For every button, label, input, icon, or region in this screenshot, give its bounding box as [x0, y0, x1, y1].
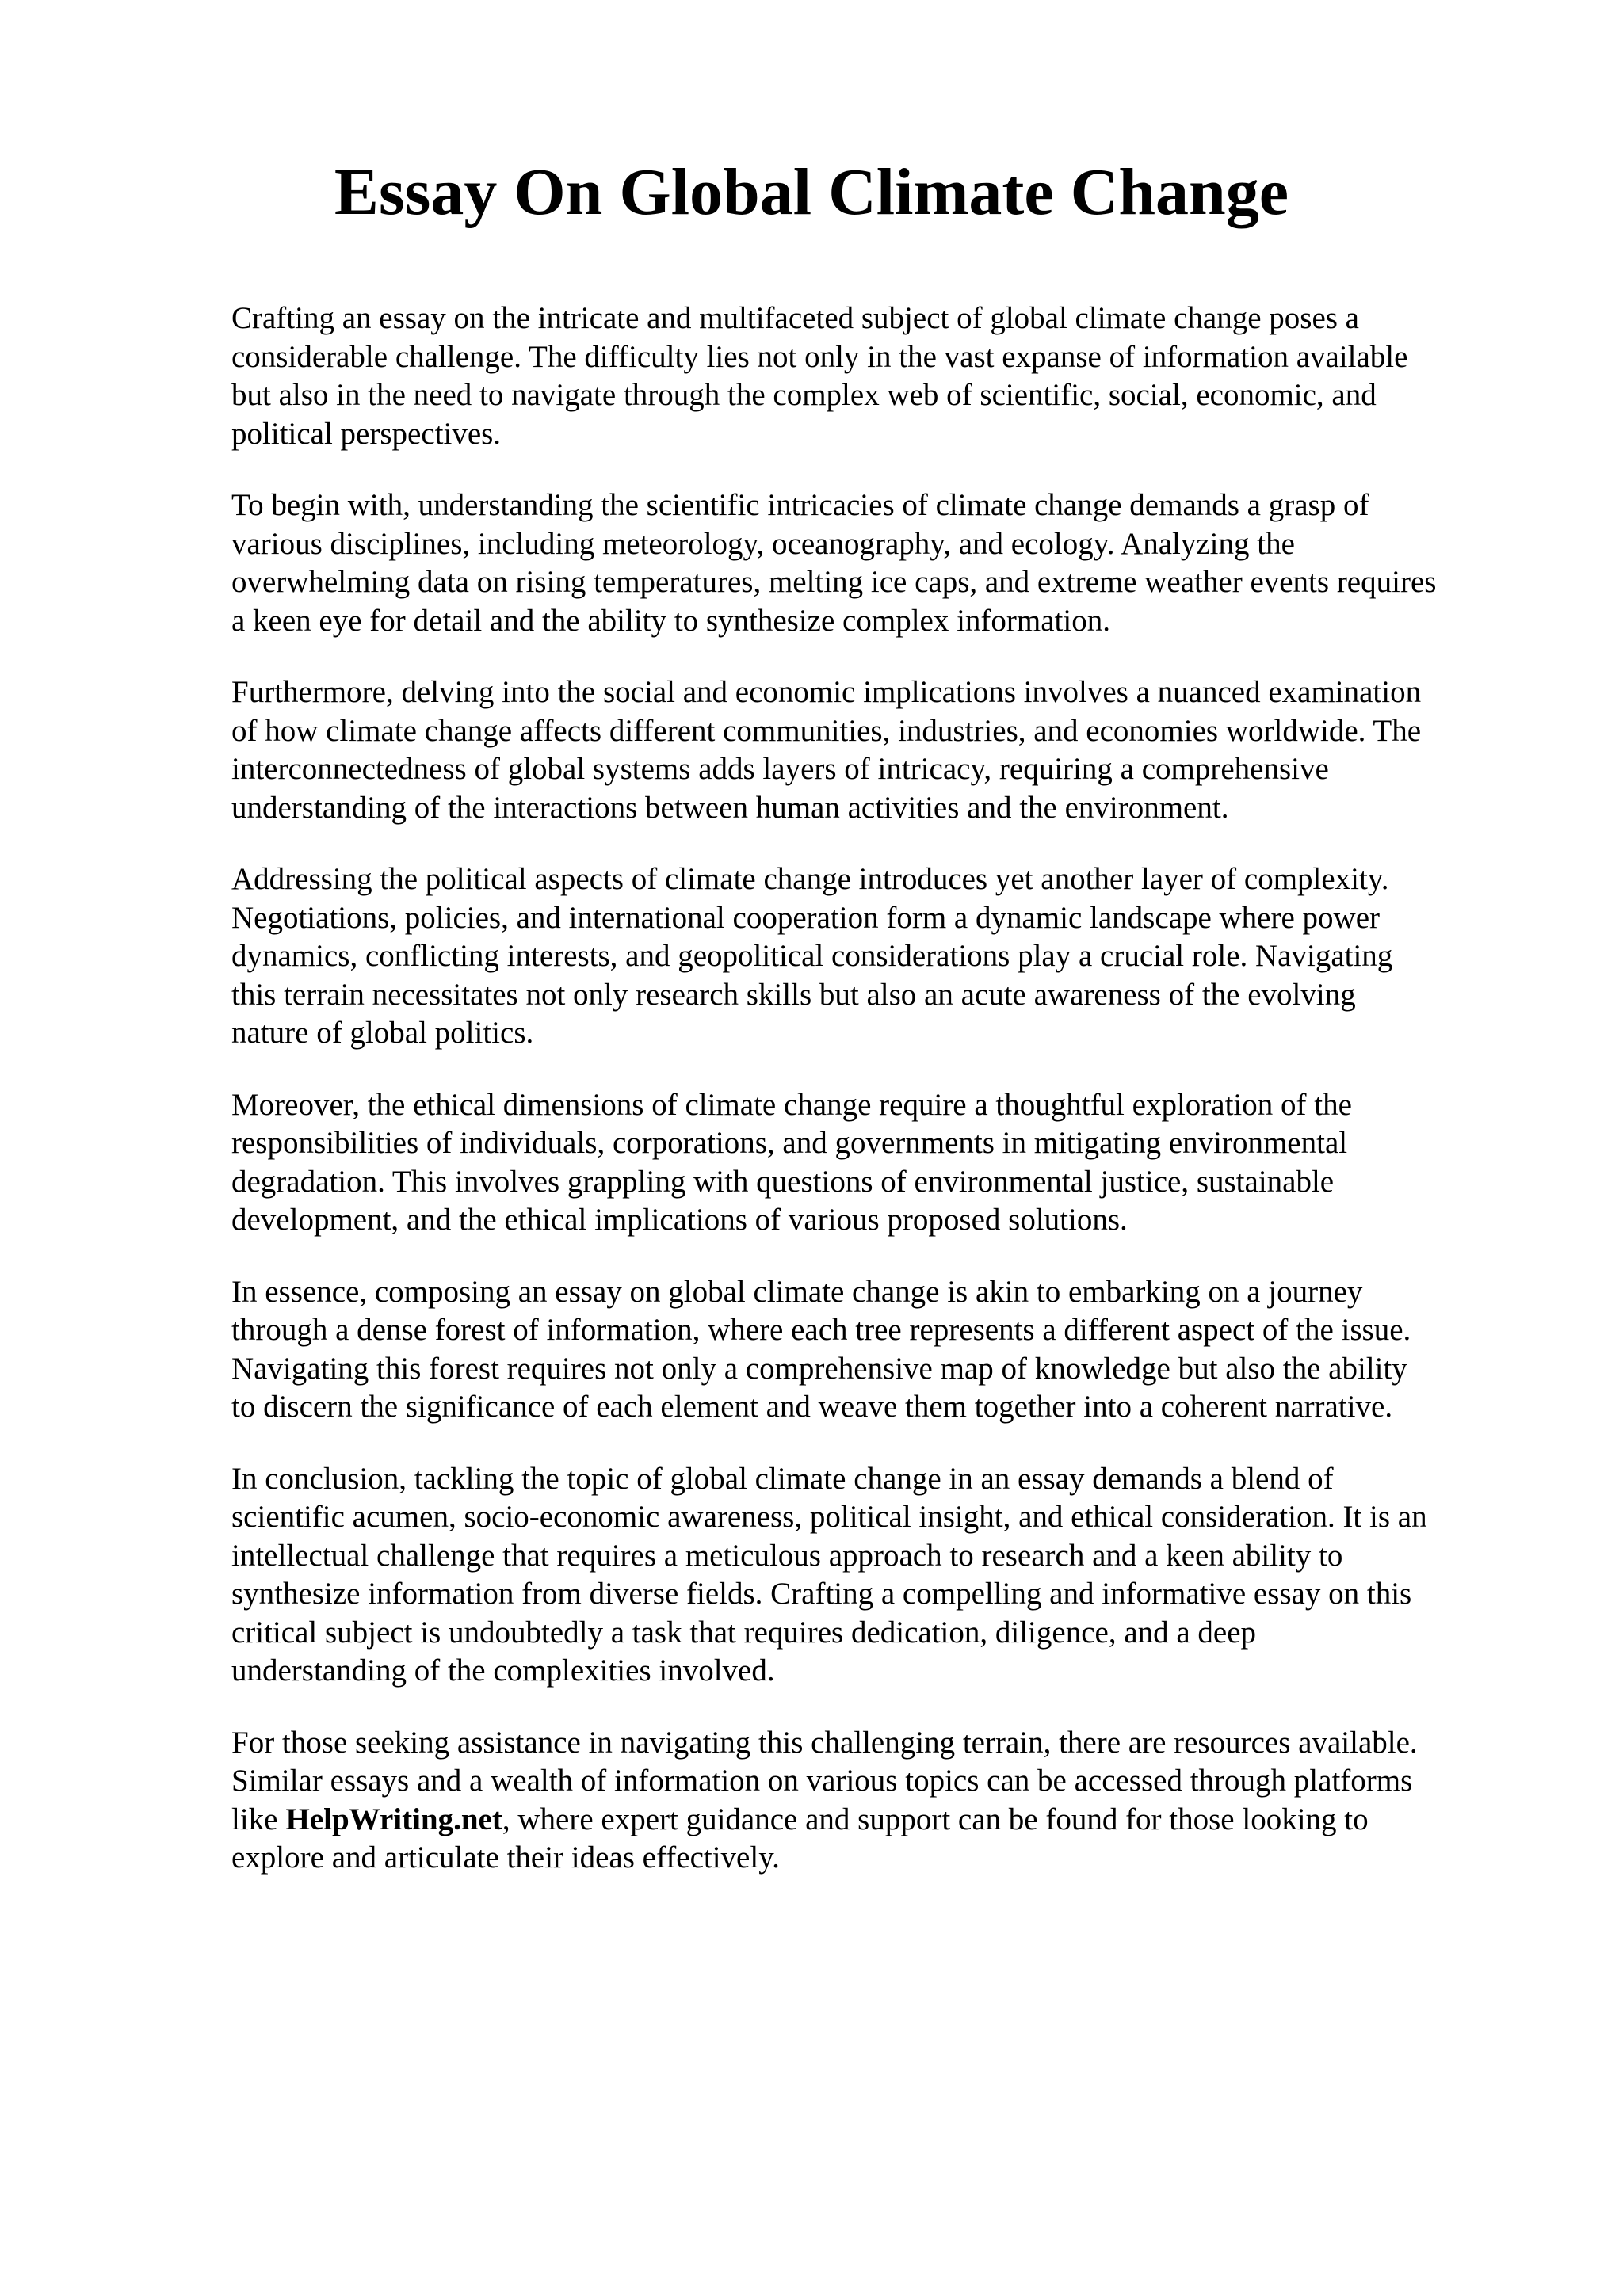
text-line: explore and articulate their ideas effectively. [231, 1840, 780, 1875]
text-line: understanding of the interactions between human activities and the environment. [231, 790, 1229, 825]
document-title: Essay On Global Climate Change [334, 155, 1289, 229]
text-line: Crafting an essay on the intricate and multifaceted subject of global climate change poses a [231, 301, 1359, 335]
text-line: but also in the need to navigate through the complex web of scientific, social, economic, and [231, 378, 1377, 412]
paragraph-2 [231, 486, 1515, 640]
text-line: this terrain necessitates not only research skills but also an acute awareness of the evolving [231, 977, 1356, 1012]
text-line: understanding of the complexities involved. [231, 1653, 775, 1688]
text-line: For those seeking assistance in navigating this challenging terrain, there are resources available. [231, 1725, 1418, 1760]
text-line: nature of global politics. [231, 1016, 534, 1050]
paragraph-4 [231, 860, 1515, 1053]
text-line: considerable challenge. The difficulty lies not only in the vast expanse of information available [231, 339, 1408, 374]
paragraph-3 [231, 673, 1515, 827]
paragraph-5 [231, 1086, 1515, 1240]
text-line: critical subject is undoubtedly a task that requires dedication, diligence, and a deep [231, 1615, 1257, 1650]
text-line: Similar essays and a wealth of information on various topics can be accessed through platforms [231, 1764, 1413, 1798]
document-body [231, 299, 1515, 1911]
text-line: Navigating this forest requires not only a comprehensive map of knowledge but also the ability [231, 1351, 1407, 1386]
text-fragment: like [231, 1802, 278, 1836]
paragraph-6 [231, 1273, 1515, 1427]
text-line: interconnectedness of global systems adds layers of intricacy, requiring a comprehensive [231, 752, 1329, 786]
text-line: In conclusion, tackling the topic of global climate change in an essay demands a blend of [231, 1461, 1334, 1496]
text-line: political perspectives. [231, 416, 502, 451]
text-line: To begin with, understanding the scientific intricacies of climate change demands a grasp of [231, 488, 1369, 522]
text-line: Addressing the political aspects of climate change introduces yet another layer of complexity. [231, 862, 1389, 896]
text-line: of how climate change affects different communities, industries, and economies worldwide. The [231, 713, 1422, 748]
brand-name: HelpWriting.net [285, 1802, 502, 1836]
paragraph-7 [231, 1460, 1515, 1691]
text-line: degradation. This involves grappling with questions of environmental justice, sustainable [231, 1164, 1335, 1199]
text-line: responsibilities of individuals, corporations, and governments in mitigating environmental [231, 1126, 1348, 1160]
text-line: development, and the ethical implications of various proposed solutions. [231, 1203, 1128, 1237]
text-line: synthesize information from diverse fields. Crafting a compelling and informative essay on this [231, 1577, 1412, 1611]
text-line: Moreover, the ethical dimensions of climate change require a thoughtful exploration of the [231, 1087, 1352, 1122]
text-line: In essence, composing an essay on global climate change is akin to embarking on a journey [231, 1274, 1363, 1309]
paragraph-closing [231, 1724, 1515, 1878]
text-line: Negotiations, policies, and international cooperation form a dynamic landscape where power [231, 900, 1380, 935]
text-line: overwhelming data on rising temperatures, melting ice caps, and extreme weather events requires [231, 565, 1437, 599]
paragraph-1 [231, 299, 1515, 453]
text-line: scientific acumen, socio-economic awareness, political insight, and ethical consideration. It is an [231, 1500, 1427, 1534]
text-line: Furthermore, delving into the social and economic implications involves a nuanced examination [231, 675, 1422, 709]
text-line: various disciplines, including meteorology, oceanography, and ecology. Analyzing the [231, 526, 1295, 561]
text-line: to discern the significance of each element and weave them together into a coherent narrative. [231, 1390, 1393, 1424]
text-line: dynamics, conflicting interests, and geopolitical considerations play a crucial role. Navigating [231, 939, 1393, 973]
text-line: intellectual challenge that requires a meticulous approach to research and a keen ability to [231, 1538, 1343, 1573]
text-line-with-brand [231, 1801, 1515, 1840]
text-line: a keen eye for detail and the ability to synthesize complex information. [231, 603, 1110, 638]
text-line: through a dense forest of information, where each tree represents a different aspect of the issue. [231, 1313, 1411, 1347]
text-fragment: , where expert guidance and support can be found for those looking to [502, 1802, 1369, 1836]
